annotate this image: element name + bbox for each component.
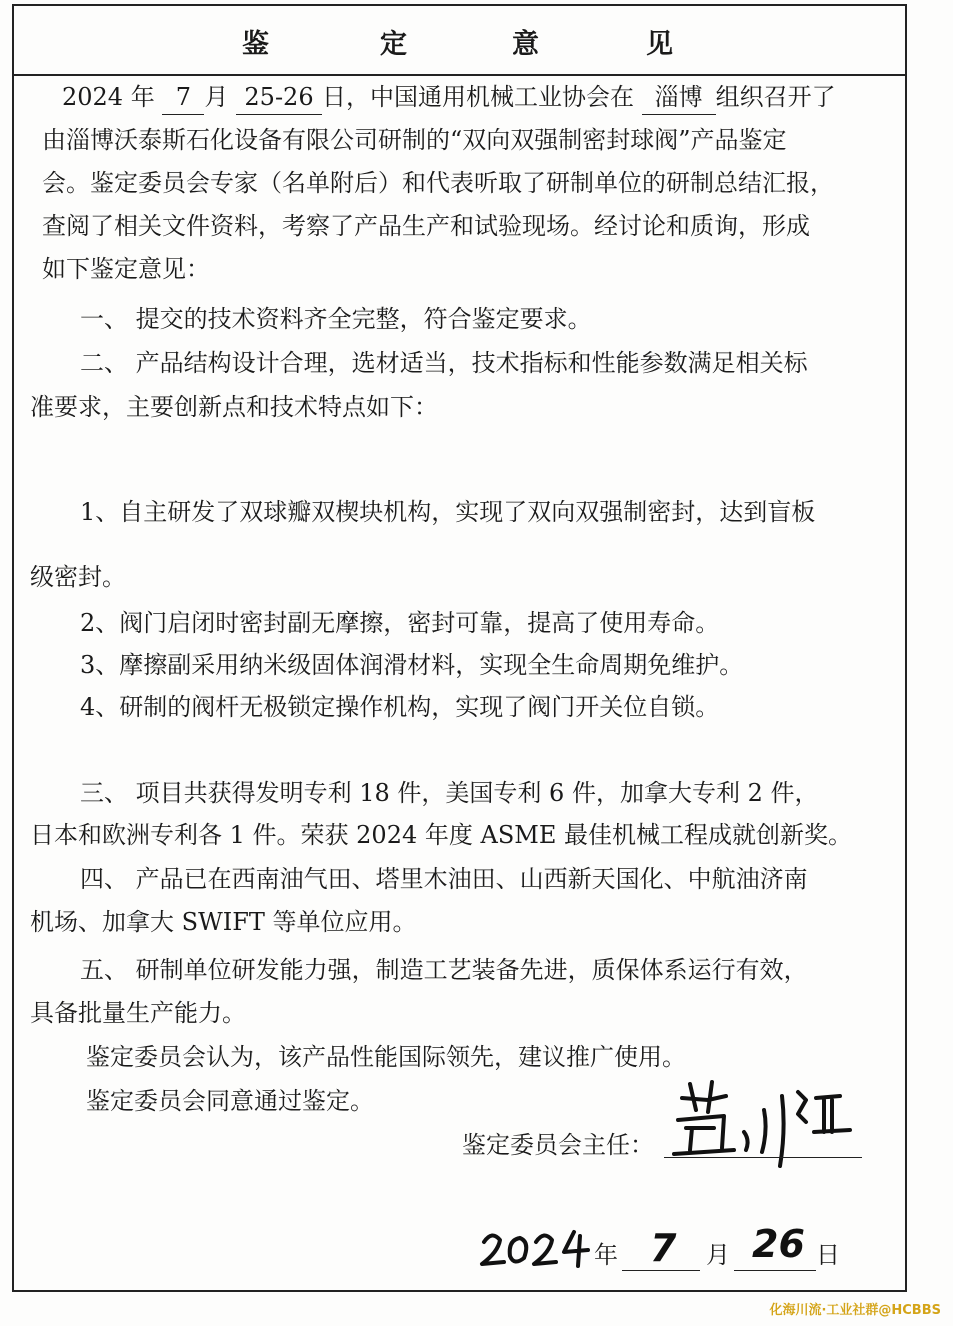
date-month-line [622,1270,700,1271]
header-char-1: 鉴 [242,29,269,60]
intro-month: 7 [162,80,204,115]
sub-point-2: 2、阀门启闭时密封副无摩擦，密封可靠，提高了使用寿命。 [80,609,720,637]
point-3-line-1: 三、 项目共获得发明专利 18 件，美国专利 6 件，加拿大专利 2 件， [80,779,819,807]
sub-point-4: 4、研制的阀杆无极锁定操作机构，实现了阀门开关位自锁。 [80,693,720,721]
date-day-unit: 日 [816,1241,840,1269]
handwritten-signature [664,1070,864,1170]
sub-point-3: 3、摩擦副采用纳米级固体润滑材料，实现全生命周期免维护。 [80,651,744,679]
point-4-line-1: 四、 产品已在西南油气田、塔里木油田、山西新天国化、中航油济南 [80,865,808,893]
sub-point-1-line-1: 1、自主研发了双球瓣双楔块机构，实现了双向双强制密封，达到盲板 [80,498,816,526]
signature-label: 鉴定委员会主任： [462,1131,654,1159]
point-5-line-1: 五、 研制单位研发能力强，制造工艺装备先进，质保体系运行有效， [80,956,808,984]
point-5-line-2: 具备批量生产能力。 [30,999,246,1027]
header-char-3: 意 [512,29,539,60]
watermark: 化海川流·工业社群@HCBBS [769,1303,941,1318]
point-1: 一、 提交的技术资料齐全完整，符合鉴定要求。 [80,305,592,333]
date-year-unit: 年 [594,1241,618,1269]
header-row [14,6,905,76]
intro-month-unit: 月 [204,83,229,111]
intro-day-unit: 日，中国通用机械工业协会在 [322,83,634,111]
conclusion-1: 鉴定委员会认为，该产品性能国际领先，建议推广使用。 [86,1043,686,1071]
point-3-line-2: 日本和欧洲专利各 1 件。荣获 2024 年度 ASME 最佳机械工程成就创新奖。 [30,821,852,849]
date-month-unit: 月 [706,1241,730,1269]
conclusion-2: 鉴定委员会同意通过鉴定。 [86,1087,374,1115]
header-char-2: 定 [380,29,407,60]
intro-line-5: 如下鉴定意见： [42,255,210,283]
intro-days: 25-26 [236,80,322,115]
intro-city: 淄博 [642,80,716,115]
header-char-4: 见 [646,29,673,60]
signature-line [664,1157,862,1158]
sub-point-1-line-2: 级密封。 [30,563,126,591]
intro-after-city: 组织召开了 [715,83,836,111]
intro-line-2: 由淄博沃泰斯石化设备有限公司研制的“双向双强制密封球阀”产品鉴定 [42,126,787,154]
date-month: 7 [650,1226,677,1270]
point-2-line-1: 二、 产品结构设计合理，选材适当，技术指标和性能参数满足相关标 [80,349,808,377]
intro-line-3: 会。鉴定委员会专家（名单附后）和代表听取了研制单位的研制总结汇报， [42,169,834,197]
point-2-line-2: 准要求，主要创新点和技术特点如下： [30,393,438,421]
intro-year-unit: 年 [130,83,155,111]
date-day-line [734,1270,816,1271]
date-day: 26 [752,1222,805,1266]
point-4-line-2: 机场、加拿大 SWIFT 等单位应用。 [30,908,417,936]
intro-line-1 [62,80,836,115]
handwritten-date-year [478,1224,596,1270]
intro-year: 2024 [62,83,124,111]
intro-line-4: 查阅了相关文件资料，考察了产品生产和试验现场。经讨论和质询，形成 [42,212,810,240]
